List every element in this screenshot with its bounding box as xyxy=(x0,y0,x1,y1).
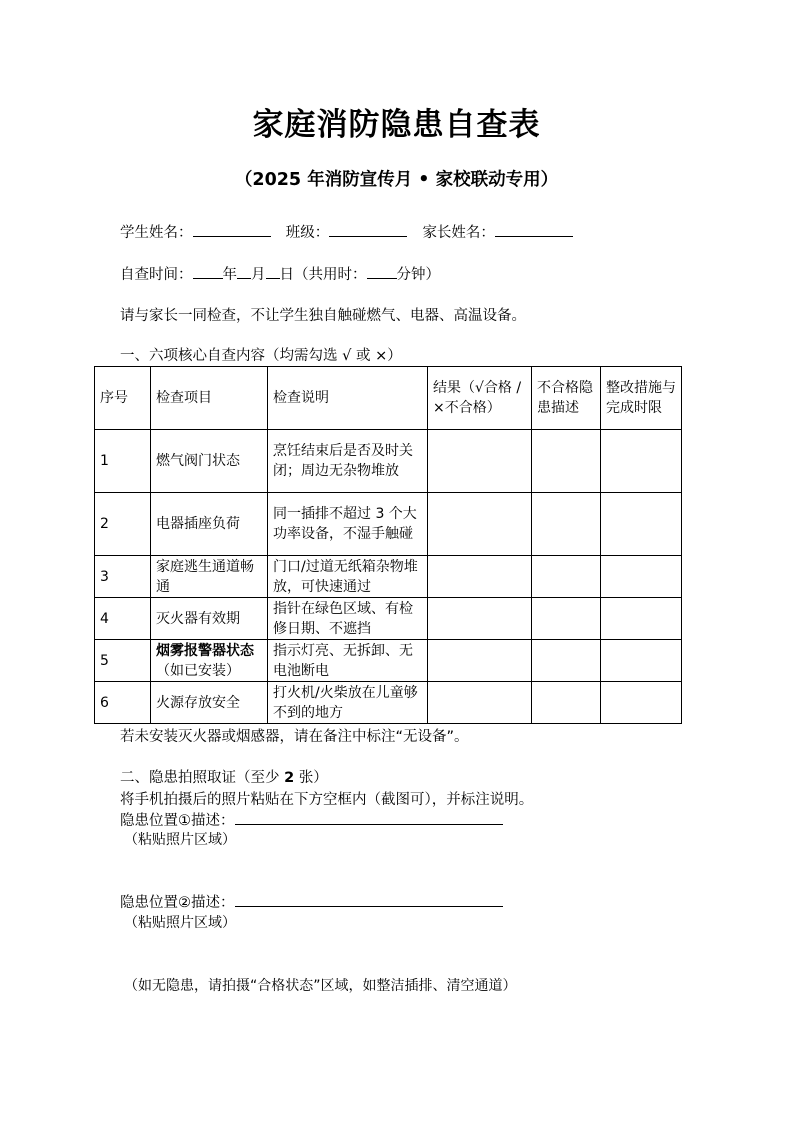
col-header-no: 序号 xyxy=(95,367,151,430)
result-cell[interactable] xyxy=(428,556,532,598)
year-label: 年 xyxy=(222,267,237,283)
col-header-hazard: 不合格隐患描述 xyxy=(532,367,601,430)
section2-heading-prefix: 二、隐患拍照取证（至少 xyxy=(120,770,280,786)
row-item: 家庭逃生通道畅通 xyxy=(151,556,268,598)
table-row xyxy=(95,430,682,493)
photo1-description-field[interactable] xyxy=(235,810,503,825)
row-item xyxy=(151,640,268,682)
hazard-cell[interactable] xyxy=(532,430,601,493)
photo1-row xyxy=(120,810,503,831)
row-description: 门口/过道无纸箱杂物堆放，可快速通过 xyxy=(268,556,428,598)
checklist-table xyxy=(94,366,682,724)
row-item: 电器插座负荷 xyxy=(151,493,268,556)
col-header-desc: 检查说明 xyxy=(268,367,428,430)
safety-notice: 请与家长一同检查，不让学生独自触碰燃气、电器、高温设备。 xyxy=(120,308,526,324)
row-description: 指针在绿色区域、有检修日期、不遮挡 xyxy=(268,598,428,640)
day-label: 日（共用时： xyxy=(279,267,367,283)
student-name-label: 学生姓名： xyxy=(120,225,193,241)
fix-cell[interactable] xyxy=(601,493,682,556)
fix-cell[interactable] xyxy=(601,640,682,682)
result-cell[interactable] xyxy=(428,640,532,682)
section2-heading xyxy=(120,768,328,788)
result-cell[interactable] xyxy=(428,493,532,556)
col-header-result: 结果（√合格 / ×不合格） xyxy=(428,367,532,430)
parent-name-label: 家长姓名： xyxy=(422,225,495,241)
photo2-description-field[interactable] xyxy=(235,892,503,907)
page-subtitle: （2025 年消防宣传月 • 家校联动专用） xyxy=(234,170,559,190)
student-info-row xyxy=(120,222,573,243)
row-item: 灭火器有效期 xyxy=(151,598,268,640)
row-item: 燃气阀门状态 xyxy=(151,430,268,493)
hazard-cell[interactable] xyxy=(532,682,601,724)
minutes-label: 分钟） xyxy=(396,267,440,283)
section2-heading-suffix: 张） xyxy=(298,770,328,786)
photo2-paste-area[interactable]: （粘贴照片区域） xyxy=(124,915,236,931)
hazard-cell[interactable] xyxy=(532,493,601,556)
photo2-label: 隐患位置②描述： xyxy=(120,895,235,911)
page-title: 家庭消防隐患自查表 xyxy=(252,107,541,143)
class-label: 班级： xyxy=(285,225,330,241)
row-number: 4 xyxy=(95,598,151,640)
fix-cell[interactable] xyxy=(601,430,682,493)
table-row xyxy=(95,598,682,640)
hazard-cell[interactable] xyxy=(532,598,601,640)
fix-cell[interactable] xyxy=(601,598,682,640)
row-description: 烹饪结束后是否及时关闭；周边无杂物堆放 xyxy=(268,430,428,493)
hazard-cell[interactable] xyxy=(532,640,601,682)
result-cell[interactable] xyxy=(428,598,532,640)
student-name-field[interactable] xyxy=(193,222,271,237)
row-number: 1 xyxy=(95,430,151,493)
check-time-label: 自查时间： xyxy=(120,267,193,283)
row-item: 火源存放安全 xyxy=(151,682,268,724)
row-number: 2 xyxy=(95,493,151,556)
fix-cell[interactable] xyxy=(601,556,682,598)
month-label: 月 xyxy=(251,267,266,283)
duration-field[interactable] xyxy=(367,264,397,279)
day-field[interactable] xyxy=(266,264,280,279)
row-item-label: 烟雾报警器状态 xyxy=(156,642,254,659)
result-cell[interactable] xyxy=(428,430,532,493)
closing-note: （如无隐患，请拍摄“合格状态”区域，如整洁插排、清空通道） xyxy=(124,978,517,994)
col-header-fix: 整改措施与完成时限 xyxy=(601,367,682,430)
row-description: 指示灯亮、无拆卸、无电池断电 xyxy=(268,640,428,682)
row-number: 6 xyxy=(95,682,151,724)
table-footnote: 若未安装灭火器或烟感器，请在备注中标注“无设备”。 xyxy=(120,729,469,745)
row-description: 打火机/火柴放在儿童够不到的地方 xyxy=(268,682,428,724)
table-row xyxy=(95,682,682,724)
fix-cell[interactable] xyxy=(601,682,682,724)
photo2-row xyxy=(120,892,503,913)
row-number: 3 xyxy=(95,556,151,598)
check-time-row xyxy=(120,264,440,285)
section1-heading: 一、六项核心自查内容（均需勾选 √ 或 ×） xyxy=(120,348,402,364)
month-field[interactable] xyxy=(237,264,251,279)
year-field[interactable] xyxy=(193,264,223,279)
table-header-row xyxy=(95,367,682,430)
photo1-label: 隐患位置①描述： xyxy=(120,813,235,829)
row-item-note: （如已安装） xyxy=(156,662,240,679)
photo1-paste-area[interactable]: （粘贴照片区域） xyxy=(124,832,236,848)
table-row xyxy=(95,640,682,682)
hazard-cell[interactable] xyxy=(532,556,601,598)
row-number: 5 xyxy=(95,640,151,682)
section2-photo-count: 2 xyxy=(284,770,295,786)
class-field[interactable] xyxy=(329,222,407,237)
table-row xyxy=(95,556,682,598)
parent-name-field[interactable] xyxy=(495,222,573,237)
result-cell[interactable] xyxy=(428,682,532,724)
col-header-item: 检查项目 xyxy=(151,367,268,430)
table-row xyxy=(95,493,682,556)
photo-instruction: 将手机拍摄后的照片粘贴在下方空框内（截图可），并标注说明。 xyxy=(120,792,534,808)
row-description: 同一插排不超过 3 个大功率设备，不湿手触碰 xyxy=(268,493,428,556)
